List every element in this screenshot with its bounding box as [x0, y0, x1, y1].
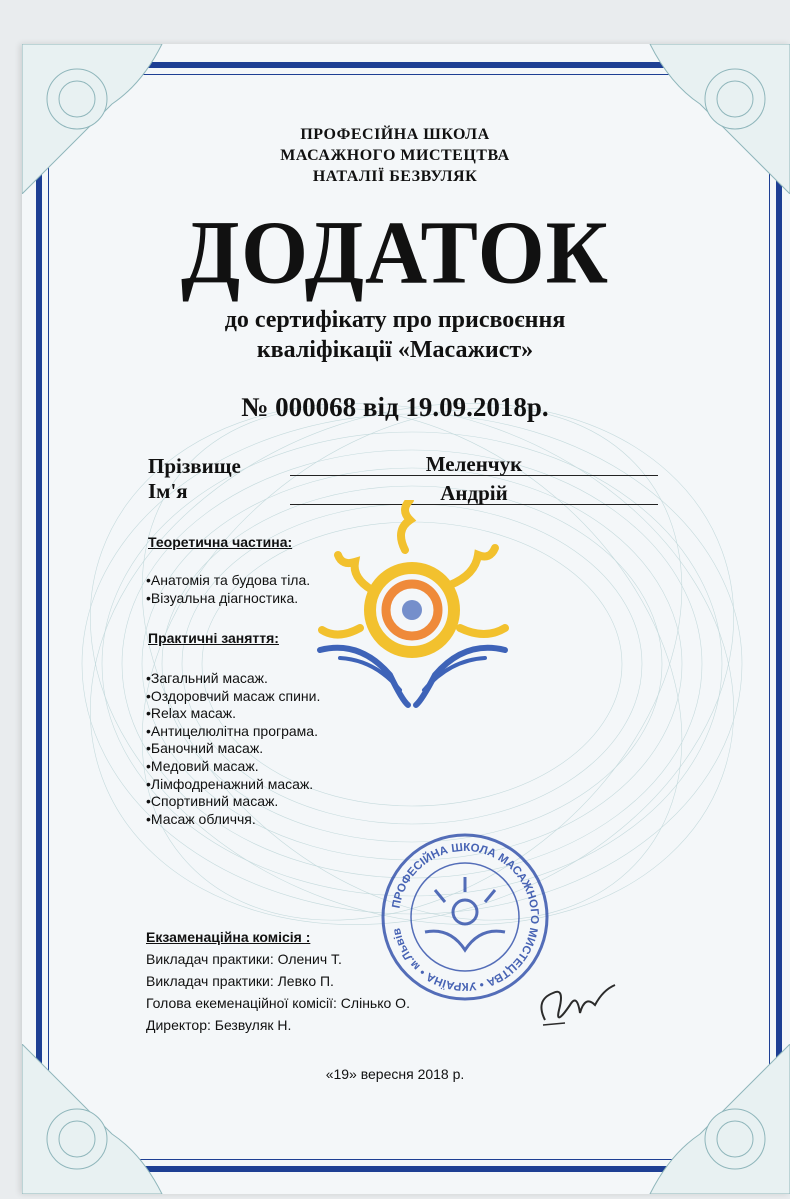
- document-title: ДОДАТОК: [181, 201, 609, 303]
- list-item: • Оздоровчий масаж спини.: [146, 688, 320, 706]
- list-item: • Анатомія та будова тіла.: [146, 572, 310, 590]
- school-name-line3: НАТАЛІЇ БЕЗВУЛЯК: [312, 168, 478, 185]
- list-item: • Баночний масаж.: [146, 740, 320, 758]
- theory-heading: Теоретична частина:: [148, 534, 293, 550]
- stamp-text: ПРОФЕСІЙНА ШКОЛА МАСАЖНОГО МИСТЕЦТВА • УКРАЇНА • м.Львів: [390, 841, 541, 993]
- school-name: [0, 124, 790, 187]
- school-logo: [300, 500, 530, 710]
- school-name-line1: ПРОФЕСІЙНА ШКОЛА: [300, 126, 490, 143]
- commission-member: Голова екеменаційної комісії: Слінько О.: [146, 995, 410, 1011]
- list-item: • Загальний масаж.: [146, 670, 320, 688]
- list-item: • Лімфодренажний масаж.: [146, 776, 320, 794]
- theory-list: [146, 572, 310, 607]
- commission-list: [146, 948, 410, 1036]
- surname-label: Прізвище: [148, 454, 241, 478]
- list-item: • Relax масаж.: [146, 705, 320, 723]
- commission-member: Викладач практики: Оленич Т.: [146, 951, 342, 967]
- issue-date: «19» вересня 2018 р.: [325, 1066, 465, 1082]
- name-value: Андрій: [290, 482, 658, 505]
- practice-list: [146, 670, 320, 828]
- list-item: • Масаж обличчя.: [146, 811, 320, 829]
- commission-member: Викладач практики: Левко П.: [146, 973, 334, 989]
- name-label: Ім'я: [148, 479, 188, 503]
- subtitle-line2: кваліфікації «Масажист»: [256, 337, 534, 363]
- school-name-line2: МАСАЖНОГО МИСТЕЦТВА: [280, 147, 510, 164]
- commission-member: Директор: Безвуляк Н.: [146, 1017, 292, 1033]
- svg-text:ПРОФЕСІЙНА ШКОЛА МАСАЖНОГО МИС: [391, 842, 541, 992]
- document-subtitle: [0, 305, 790, 365]
- director-signature: [525, 965, 625, 1035]
- practice-heading: Практичні заняття:: [148, 630, 279, 646]
- subtitle-line1: до сертифікату про присвоєння: [224, 307, 566, 333]
- list-item: • Медовий масаж.: [146, 758, 320, 776]
- list-item: • Візуальна діагностика.: [146, 590, 310, 608]
- list-item: • Спортивний масаж.: [146, 793, 320, 811]
- commission-heading: Екзаменаційна комісія :: [146, 929, 311, 945]
- list-item: • Антицелюлітна програма.: [146, 723, 320, 741]
- surname-value: Меленчук: [290, 453, 658, 476]
- certificate-number: № 000068 від 19.09.2018р.: [241, 392, 549, 422]
